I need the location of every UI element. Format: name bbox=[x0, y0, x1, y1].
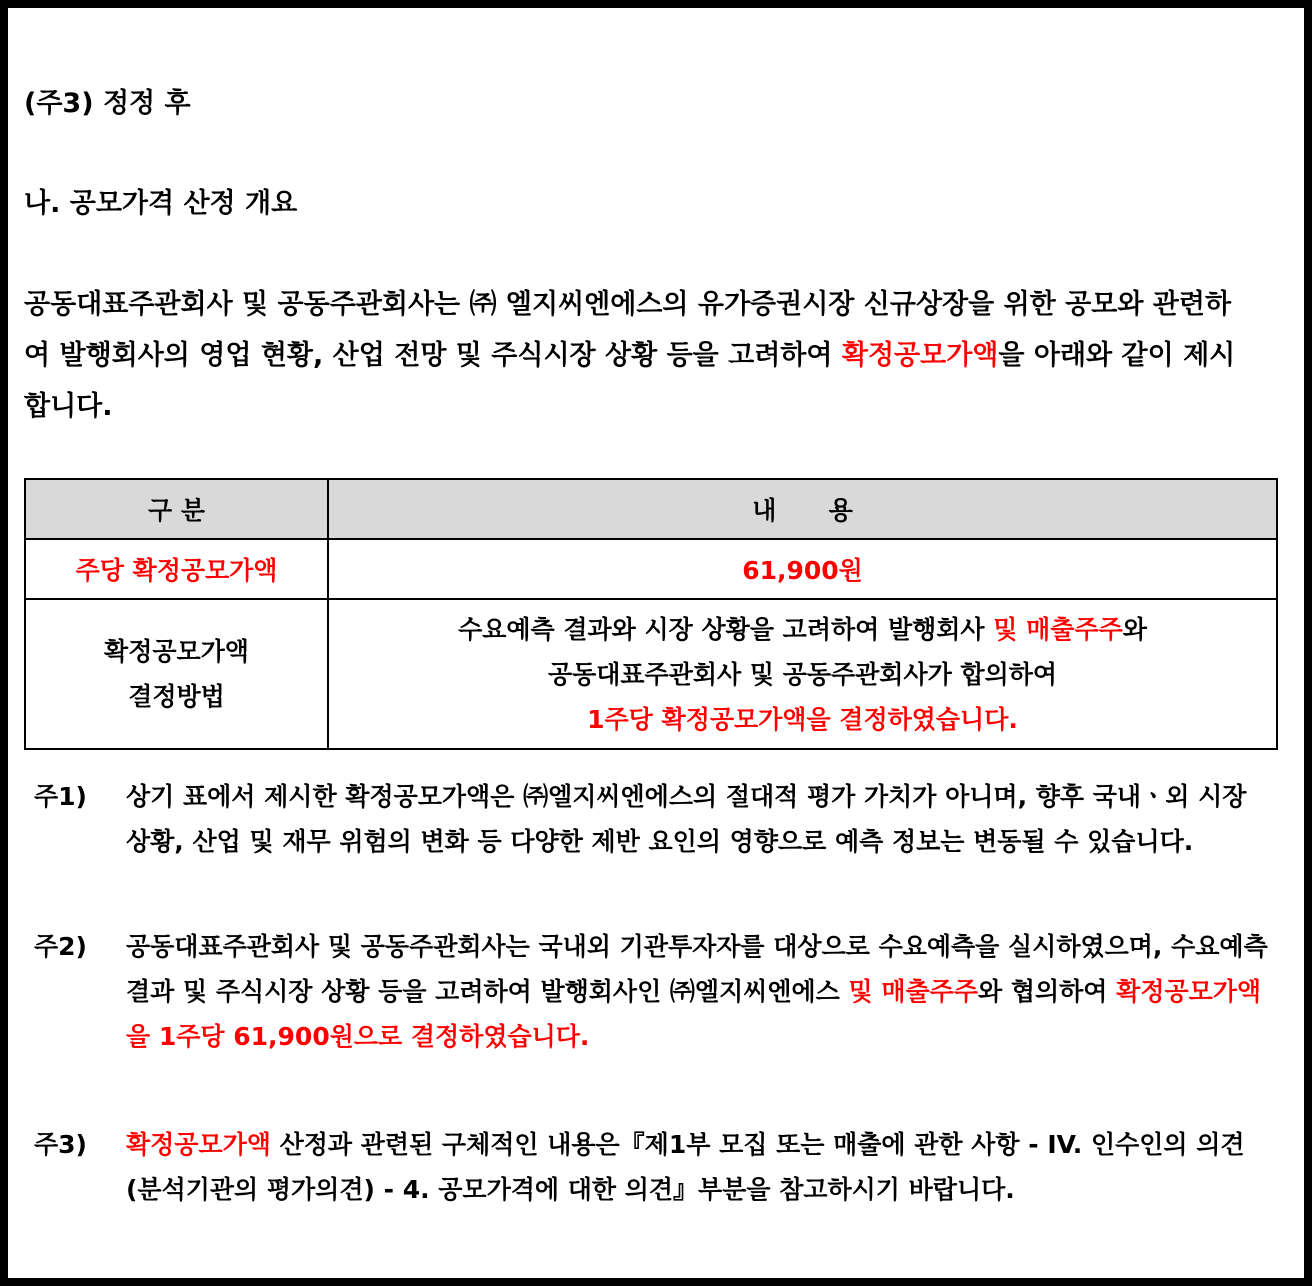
intro-text-before: 공동대표주관회사 및 공동주관회사는 ㈜ 엘지씨엔에스의 유가증권시장 신규상장을 위한 공모와 관련하여 발행회사의 영업 현황, 산업 전망 및 주식시장 상황 등을 고려하여 bbox=[24, 289, 1232, 371]
intro-text-after: 을 아래와 같이 제시합니다. bbox=[24, 340, 1236, 422]
method-line1-end: 와 bbox=[1122, 614, 1147, 644]
method-line1-highlight: 및 매출주주 bbox=[984, 614, 1123, 644]
price-label: 주당 확정공모가액 bbox=[25, 539, 328, 599]
method-label bbox=[25, 599, 328, 749]
footnote-2-text-before: 공동대표주관회사 및 공동주관회사는 국내외 기관투자자를 대상으로 수요예측을 실시하였으며, 수요예측 결과 및 주식시장 상황 등을 고려하여 발행회사인 ㈜엘지씨엔에스 bbox=[126, 932, 1268, 1006]
method-line3: 1주당 확정공모가액을 결정하였습니다. bbox=[587, 704, 1018, 734]
method-line1 bbox=[329, 607, 1276, 652]
footnote-2 bbox=[34, 924, 1274, 1059]
footnote-3-text-body: 산정과 관련된 구체적인 내용은『제1부 모집 또는 매출에 관한 사항 - IV. 인수인의 의견(분석기관의 평가의견) - 4. 공모가격에 대한 의견』부분을 참고하시기 바랍니다. bbox=[126, 1130, 1245, 1204]
header-content: 내 용 bbox=[328, 479, 1277, 539]
footnote-3-highlight: 확정공모가액 bbox=[126, 1130, 271, 1159]
footnote-3 bbox=[34, 1122, 1274, 1212]
section-title: 나. 공모가격 산정 개요 bbox=[24, 188, 298, 219]
table-header-row bbox=[25, 479, 1277, 539]
footnote-3-text bbox=[126, 1122, 1274, 1212]
amendment-heading: (주3) 정정 후 bbox=[24, 88, 191, 119]
method-line1-text: 수요예측 결과와 시장 상황을 고려하여 발행회사 bbox=[458, 614, 985, 644]
footnote-2-highlight-2: 확정공모가액을 1주당 61,900원으로 결정하였습니다. bbox=[126, 977, 1262, 1051]
method-label-line1: 확정공모가액 bbox=[104, 637, 249, 666]
offering-price-table bbox=[24, 478, 1278, 750]
footnote-1 bbox=[34, 774, 1274, 864]
footnote-3-label: 주3) bbox=[34, 1130, 87, 1159]
method-line2: 공동대표주관회사 및 공동주관회사가 합의하여 bbox=[547, 659, 1058, 689]
table-row-price bbox=[25, 539, 1277, 599]
intro-highlight: 확정공모가액 bbox=[841, 340, 999, 371]
footnote-2-highlight-1: 및 매출주주 bbox=[848, 977, 978, 1006]
table-row-method bbox=[25, 599, 1277, 749]
method-description bbox=[328, 599, 1277, 749]
price-value: 61,900원 bbox=[328, 539, 1277, 599]
footnote-2-label: 주2) bbox=[34, 932, 87, 961]
footnote-2-text bbox=[126, 924, 1274, 1059]
intro-paragraph bbox=[24, 279, 1254, 432]
footnote-2-text-middle: 와 협의하여 bbox=[978, 977, 1117, 1006]
header-category: 구 분 bbox=[25, 479, 328, 539]
footnote-1-text: 상기 표에서 제시한 확정공모가액은 ㈜엘지씨엔에스의 절대적 평가 가치가 아니며, 향후 국내ㆍ외 시장 상황, 산업 및 재무 위험의 변화 등 다양한 제반 요인의 영향으로 예측 정보는 변동될 수 있습니다. bbox=[126, 782, 1247, 856]
footnote-1-label: 주1) bbox=[34, 782, 87, 811]
method-label-line2: 결정방법 bbox=[128, 682, 225, 711]
